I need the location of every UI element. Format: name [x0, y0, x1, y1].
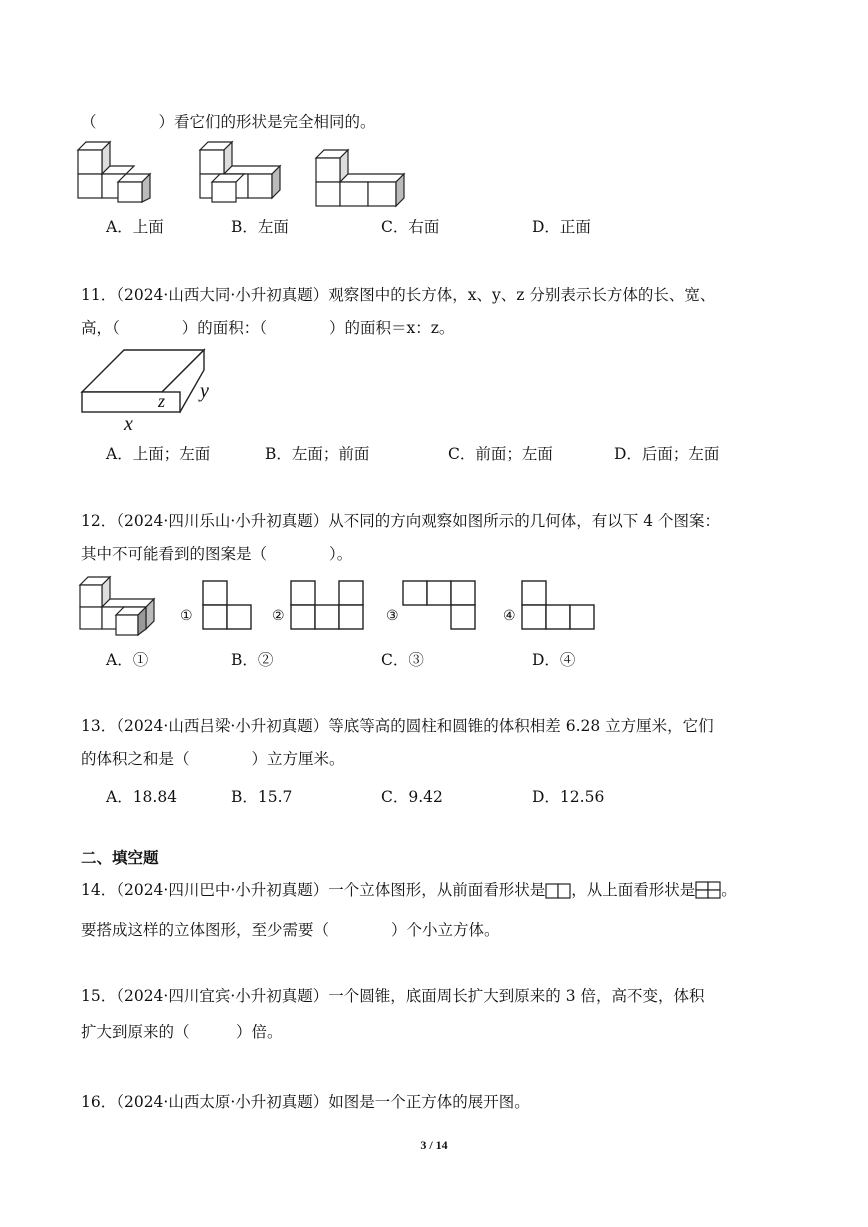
q10-figure-c [316, 148, 411, 206]
q12-stem-line2: 其中不可能看到的图案是（ ）。 [81, 545, 353, 563]
q16-stem-line1: 16．（2024·山西太原·小升初真题）如图是一个正方体的展开图。 [81, 1093, 530, 1111]
q12-pattern-3-mark: ③ [386, 608, 399, 624]
q14-stem-part2: ，从上面看形状是 [571, 881, 696, 899]
q12-pattern-4 [521, 580, 597, 630]
q13-option-a[interactable]: A．18.84 [106, 788, 178, 806]
q11-option-d[interactable]: D．后面；左面 [614, 445, 720, 463]
q12-option-a[interactable]: A．① [106, 651, 149, 669]
q14-front-view-icon [545, 883, 571, 899]
q11-option-b[interactable]: B．左面；前面 [265, 445, 370, 463]
q10-option-b[interactable]: B．左面 [231, 218, 289, 236]
q12-solid-figure [80, 577, 160, 637]
q13-stem-line2: 的体积之和是（ ）立方厘米。 [81, 750, 345, 768]
q11-stem-line1: 11．（2024·山西大同·小升初真题）观察图中的长方体，x、y、z 分别表示长方体的长、宽、 [81, 286, 716, 304]
q12-stem-line1: 12．（2024·四川乐山·小升初真题）从不同的方向观察如图所示的几何体，有以下 4 个图案： [81, 512, 720, 530]
q12-pattern-2-mark: ② [272, 608, 285, 624]
q11-label-y: y [200, 380, 209, 402]
q12-pattern-3 [402, 580, 478, 630]
page-number: 3 / 14 [420, 1138, 448, 1152]
q10-stem: （ ）看它们的形状是完全相同的。 [81, 113, 376, 131]
q11-cuboid-figure [80, 348, 220, 428]
q11-option-a[interactable]: A．上面；左面 [106, 445, 211, 463]
q11-label-x: x [124, 413, 133, 435]
q15-stem-line2: 扩大到原来的（ ）倍。 [81, 1023, 283, 1041]
q11-option-c[interactable]: C．前面；左面 [448, 445, 553, 463]
q11-label-z: z [158, 391, 166, 411]
q12-option-b[interactable]: B．② [231, 651, 274, 669]
q13-option-c[interactable]: C．9.42 [381, 788, 443, 806]
q10-option-a[interactable]: A．上面 [106, 218, 164, 236]
q10-option-d[interactable]: D．正面 [532, 218, 591, 236]
q13-stem-line1: 13．（2024·山西吕梁·小升初真题）等底等高的圆柱和圆锥的体积相差 6.28 立方厘米，它们 [81, 717, 714, 735]
q12-pattern-4-mark: ④ [503, 608, 516, 624]
q12-option-c[interactable]: C．③ [381, 651, 424, 669]
q10-figure-a [78, 140, 168, 202]
q12-pattern-2 [290, 580, 366, 630]
section-heading: 二、填空题 [81, 849, 159, 867]
q10-option-c[interactable]: C．右面 [381, 218, 440, 236]
q13-option-d[interactable]: D．12.56 [532, 788, 605, 806]
q14-stem-part1: 14．（2024·四川巴中·小升初真题）一个立体图形，从前面看形状是 [81, 881, 546, 899]
q14-stem-line2: 要搭成这样的立体图形，至少需要（ ）个小立方体。 [81, 921, 500, 939]
q13-option-b[interactable]: B．15.7 [231, 788, 293, 806]
q15-stem-line1: 15．（2024·四川宜宾·小升初真题）一个圆锥，底面周长扩大到原来的 3 倍，高不变，体积 [81, 987, 705, 1005]
q10-figure-b [198, 140, 288, 202]
q14-stem-line1 [81, 880, 737, 900]
q14-stem-part3: 。 [721, 881, 737, 899]
q12-pattern-1 [202, 580, 254, 630]
q12-option-d[interactable]: D．④ [532, 651, 576, 669]
q11-stem-line2: 高，（ ）的面积：（ ）的面积＝x：z。 [81, 319, 455, 337]
q12-pattern-1-mark: ① [180, 608, 193, 624]
q14-top-view-icon [695, 881, 721, 899]
